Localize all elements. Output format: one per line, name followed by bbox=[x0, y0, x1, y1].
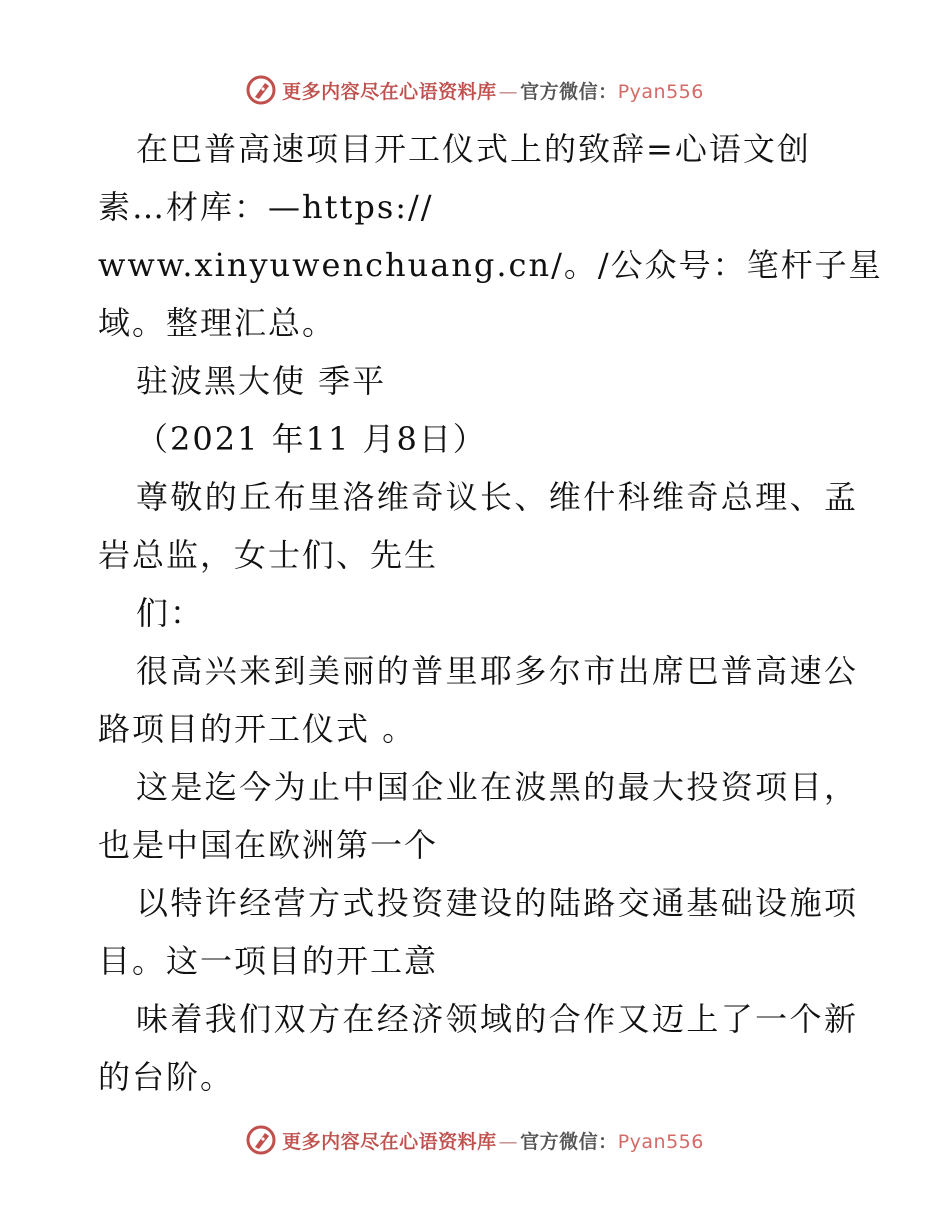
paragraph-line: 很高兴来到美丽的普里耶多尔市出席巴普高速公 bbox=[136, 652, 858, 690]
watermark-account: Pyan556 bbox=[617, 1130, 704, 1153]
watermark-wechat-label: 官方微信： bbox=[520, 80, 618, 103]
paragraph-line: 路项目的开工仪式 。 bbox=[98, 710, 417, 748]
watermark-account: Pyan556 bbox=[617, 80, 704, 103]
paragraph-line: 以特许经营方式投资建设的陆路交通基础设施项 bbox=[136, 884, 858, 922]
watermark-site-name: 更多内容尽在心语资料库 bbox=[282, 80, 497, 103]
pen-nib-logo-icon bbox=[246, 75, 276, 105]
pen-nib-logo-icon bbox=[246, 1125, 276, 1155]
salutation-line-1: 尊敬的丘布里洛维奇议长、维什科维奇总理、孟 bbox=[136, 478, 858, 516]
watermark-wechat-label: 官方微信： bbox=[520, 1130, 618, 1153]
header-watermark-banner bbox=[0, 70, 950, 110]
paragraph-line: 味着我们双方在经济领域的合作又迈上了一个新 bbox=[136, 1000, 858, 1038]
paragraph-line: 目。这一项目的开工意 bbox=[98, 942, 439, 980]
document-body bbox=[98, 120, 883, 1106]
watermark-dash: — bbox=[498, 80, 519, 103]
paragraph-line: 这是迄今为止中国企业在波黑的最大投资项目， bbox=[136, 768, 858, 806]
watermark-text bbox=[282, 77, 704, 104]
speaker-line: 驻波黑大使 季平 bbox=[136, 362, 387, 400]
salutation-line-2: 岩总监，女士们、先生 bbox=[98, 536, 439, 574]
watermark-text bbox=[282, 1127, 704, 1154]
paragraph-line: 也是中国在欧洲第一个 bbox=[98, 826, 439, 864]
watermark-dash: — bbox=[498, 1130, 519, 1153]
document-title-line-1: 在巴普高速项目开工仪式上的致辞=心语文创 bbox=[136, 130, 811, 168]
salutation-line-3: 们： bbox=[136, 594, 205, 632]
watermark-site-name: 更多内容尽在心语资料库 bbox=[282, 1130, 497, 1153]
paragraph-line: 的台阶。 bbox=[98, 1058, 235, 1096]
footer-watermark-banner bbox=[0, 1120, 950, 1160]
document-source-url-line: www.xinyuwenchuang.cn/。/公众号：笔杆子星 bbox=[98, 246, 883, 284]
document-title-line-2: 素…材库：—https:// bbox=[98, 188, 434, 226]
document-source-note-line: 域。整理汇总。 bbox=[98, 304, 337, 342]
date-line: （2021 年11 月8日） bbox=[136, 420, 487, 458]
